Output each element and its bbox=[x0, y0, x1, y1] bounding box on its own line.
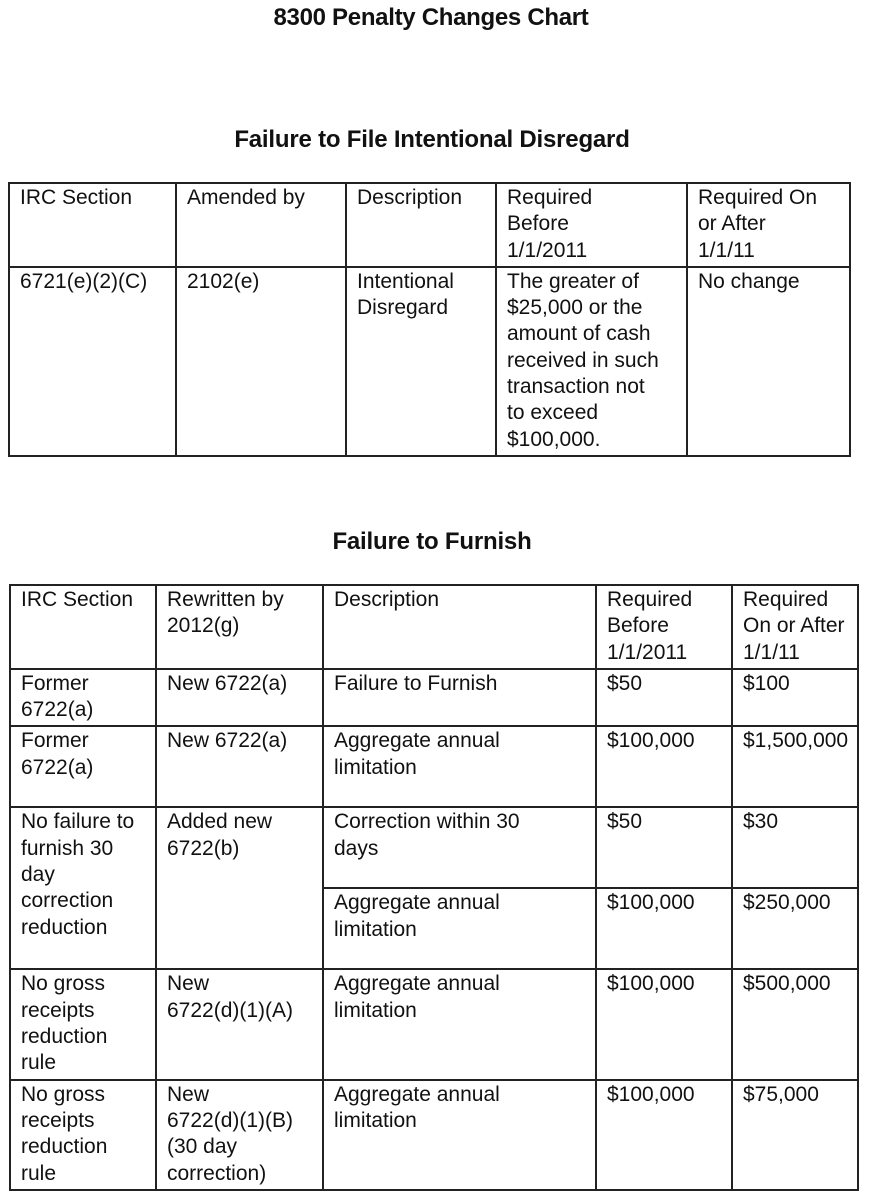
irc-section-cell: No failure to furnish 30 day correction reduction bbox=[10, 807, 156, 969]
table-row bbox=[10, 1080, 858, 1190]
header-cell: IRC Section bbox=[10, 585, 156, 669]
table-header-row bbox=[9, 183, 850, 267]
before-cell: $50 bbox=[596, 669, 732, 727]
before-cell: $50 bbox=[596, 807, 732, 888]
failure-to-furnish-table bbox=[9, 584, 859, 1191]
description-cell: Aggregate annual limitation bbox=[323, 726, 596, 807]
table-header-row bbox=[10, 585, 858, 669]
rewritten-by-cell: New 6722(d)(1)(B) (30 day correction) bbox=[156, 1080, 323, 1190]
header-cell: Description bbox=[346, 183, 496, 267]
after-cell: $500,000 bbox=[732, 969, 858, 1079]
section-heading-failure-to-file: Failure to File Intentional Disregard bbox=[234, 126, 630, 153]
before-cell: $100,000 bbox=[596, 969, 732, 1079]
table-row bbox=[10, 807, 858, 888]
irc-section-cell: No gross receipts reduction rule bbox=[10, 1080, 156, 1190]
header-cell: Rewritten by 2012(g) bbox=[156, 585, 323, 669]
description-cell: Aggregate annual limitation bbox=[323, 969, 596, 1079]
description-cell: Correction within 30 days bbox=[323, 807, 596, 888]
section-heading-failure-to-furnish: Failure to Furnish bbox=[332, 528, 532, 555]
header-cell: Required Before 1/1/2011 bbox=[496, 183, 687, 267]
irc-section-cell: Former 6722(a) bbox=[10, 726, 156, 807]
header-cell: Description bbox=[323, 585, 596, 669]
after-cell: No change bbox=[687, 267, 850, 456]
header-cell: Required On or After 1/1/11 bbox=[687, 183, 850, 267]
failure-to-file-table bbox=[8, 182, 851, 457]
before-cell: $100,000 bbox=[596, 888, 732, 969]
table-row bbox=[10, 669, 858, 727]
irc-section-cell: Former 6722(a) bbox=[10, 669, 156, 727]
before-cell: $100,000 bbox=[596, 726, 732, 807]
description-cell: Aggregate annual limitation bbox=[323, 888, 596, 969]
amended-by-cell: 2102(e) bbox=[176, 267, 346, 456]
irc-section-cell: No gross receipts reduction rule bbox=[10, 969, 156, 1079]
document-title: 8300 Penalty Changes Chart bbox=[273, 4, 589, 31]
irc-section-cell: 6721(e)(2)(C) bbox=[9, 267, 176, 456]
after-cell: $30 bbox=[732, 807, 858, 888]
rewritten-by-cell: Added new 6722(b) bbox=[156, 807, 323, 969]
header-cell: Amended by bbox=[176, 183, 346, 267]
after-cell: $100 bbox=[732, 669, 858, 727]
table-row bbox=[10, 969, 858, 1079]
before-cell: $100,000 bbox=[596, 1080, 732, 1190]
after-cell: $1,500,000 bbox=[732, 726, 858, 807]
description-cell: Failure to Furnish bbox=[323, 669, 596, 727]
after-cell: $75,000 bbox=[732, 1080, 858, 1190]
table-row bbox=[10, 726, 858, 807]
description-cell: Aggregate annual limitation bbox=[323, 1080, 596, 1190]
header-cell: IRC Section bbox=[9, 183, 176, 267]
table-row bbox=[9, 267, 850, 456]
rewritten-by-cell: New 6722(a) bbox=[156, 669, 323, 727]
header-cell: Required Before 1/1/2011 bbox=[596, 585, 732, 669]
before-cell: The greater of $25,000 or the amount of cash received in such transaction not to exceed $100,000. bbox=[496, 267, 687, 456]
rewritten-by-cell: New 6722(d)(1)(A) bbox=[156, 969, 323, 1079]
description-cell: Intentional Disregard bbox=[346, 267, 496, 456]
after-cell: $250,000 bbox=[732, 888, 858, 969]
header-cell: Required On or After 1/1/11 bbox=[732, 585, 858, 669]
rewritten-by-cell: New 6722(a) bbox=[156, 726, 323, 807]
